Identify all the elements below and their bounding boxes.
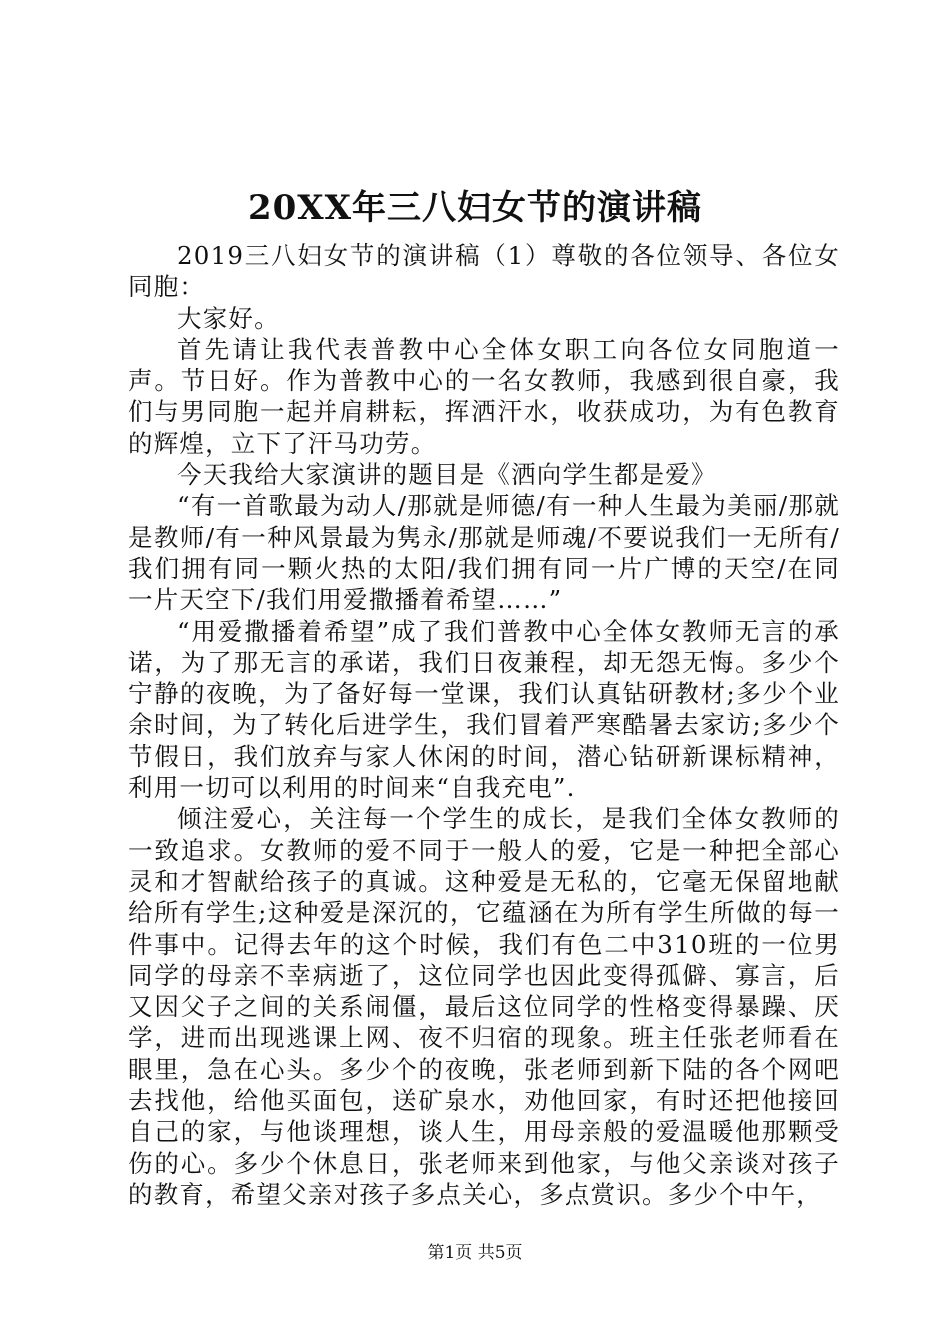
paragraph-poem-quote: “有一首歌最为动人/那就是师德/有一种人生最为美丽/那就是教师/有一种风景最为隽永/那就是师魂/不要说我们一无所有/我们拥有同一颗火热的太阳/我们拥有同一片广博的天空/在同一片天空下/我们用爱撒播着希望……” <box>128 491 840 615</box>
paragraph-promise: “用爱撒播着希望”成了我们普教中心全体女教师无言的承诺，为了那无言的承诺，我们日夜兼程，却无怨无悔。多少个宁静的夜晚，为了备好每一堂课，我们认真钻研教材;多少个业余时间，为了转化后进学生，我们冒着严寒酷暑去家访;多少个节假日，我们放弃与家人休闲的时间，潜心钻研新课标精神，利用一切可以利用的时间来“自我充电”. <box>128 616 840 803</box>
document-title: 20XX年三八妇女节的演讲稿 <box>247 188 703 228</box>
page-footer: 第1页 共5页 <box>427 1243 523 1263</box>
paragraph-topic: 今天我给大家演讲的题目是《洒向学生都是爱》 <box>177 460 717 490</box>
document-body <box>128 240 840 1210</box>
paragraph-story: 倾注爱心，关注每一个学生的成长，是我们全体女教师的一致追求。女教师的爱不同于一般人的爱，它是一种把全部心灵和才智献给孩子的真诚。这种爱是无私的，它毫无保留地献给所有学生;这种爱是深沉的，它蕴涵在为所有学生所做的每一件事中。记得去年的这个时候，我们有色二中310班的一位男同学的母亲不幸病逝了，这位同学也因此变得孤僻、寡言，后又因父子之间的关系闹僵，最后这位同学的性格变得暴躁、厌学，进而出现逃课上网、夜不归宿的现象。班主任张老师看在眼里，急在心头。多少个的夜晚，张老师到新下陆的各个网吧去找他，给他买面包，送矿泉水，劝他回家，有时还把他接回自己的家，与他谈理想，谈人生，用母亲般的爱温暖他那颗受伤的心。多少个休息日，张老师来到他家，与他父亲谈对孩子的教育，希望父亲对孩子多点关心，多点赏识。多少个中午， <box>128 804 840 1209</box>
paragraph-greeting: 2019三八妇女节的演讲稿（1）尊敬的各位领导、各位女同胞： <box>128 241 840 302</box>
paragraph-hello: 大家好。 <box>177 303 280 333</box>
paragraph-opening: 首先请让我代表普教中心全体女职工向各位女同胞道一声。节日好。作为普教中心的一名女教师，我感到很自豪，我们与男同胞一起并肩耕耘，挥洒汗水，收获成功，为有色教育的辉煌，立下了汗马功劳。 <box>128 334 840 458</box>
